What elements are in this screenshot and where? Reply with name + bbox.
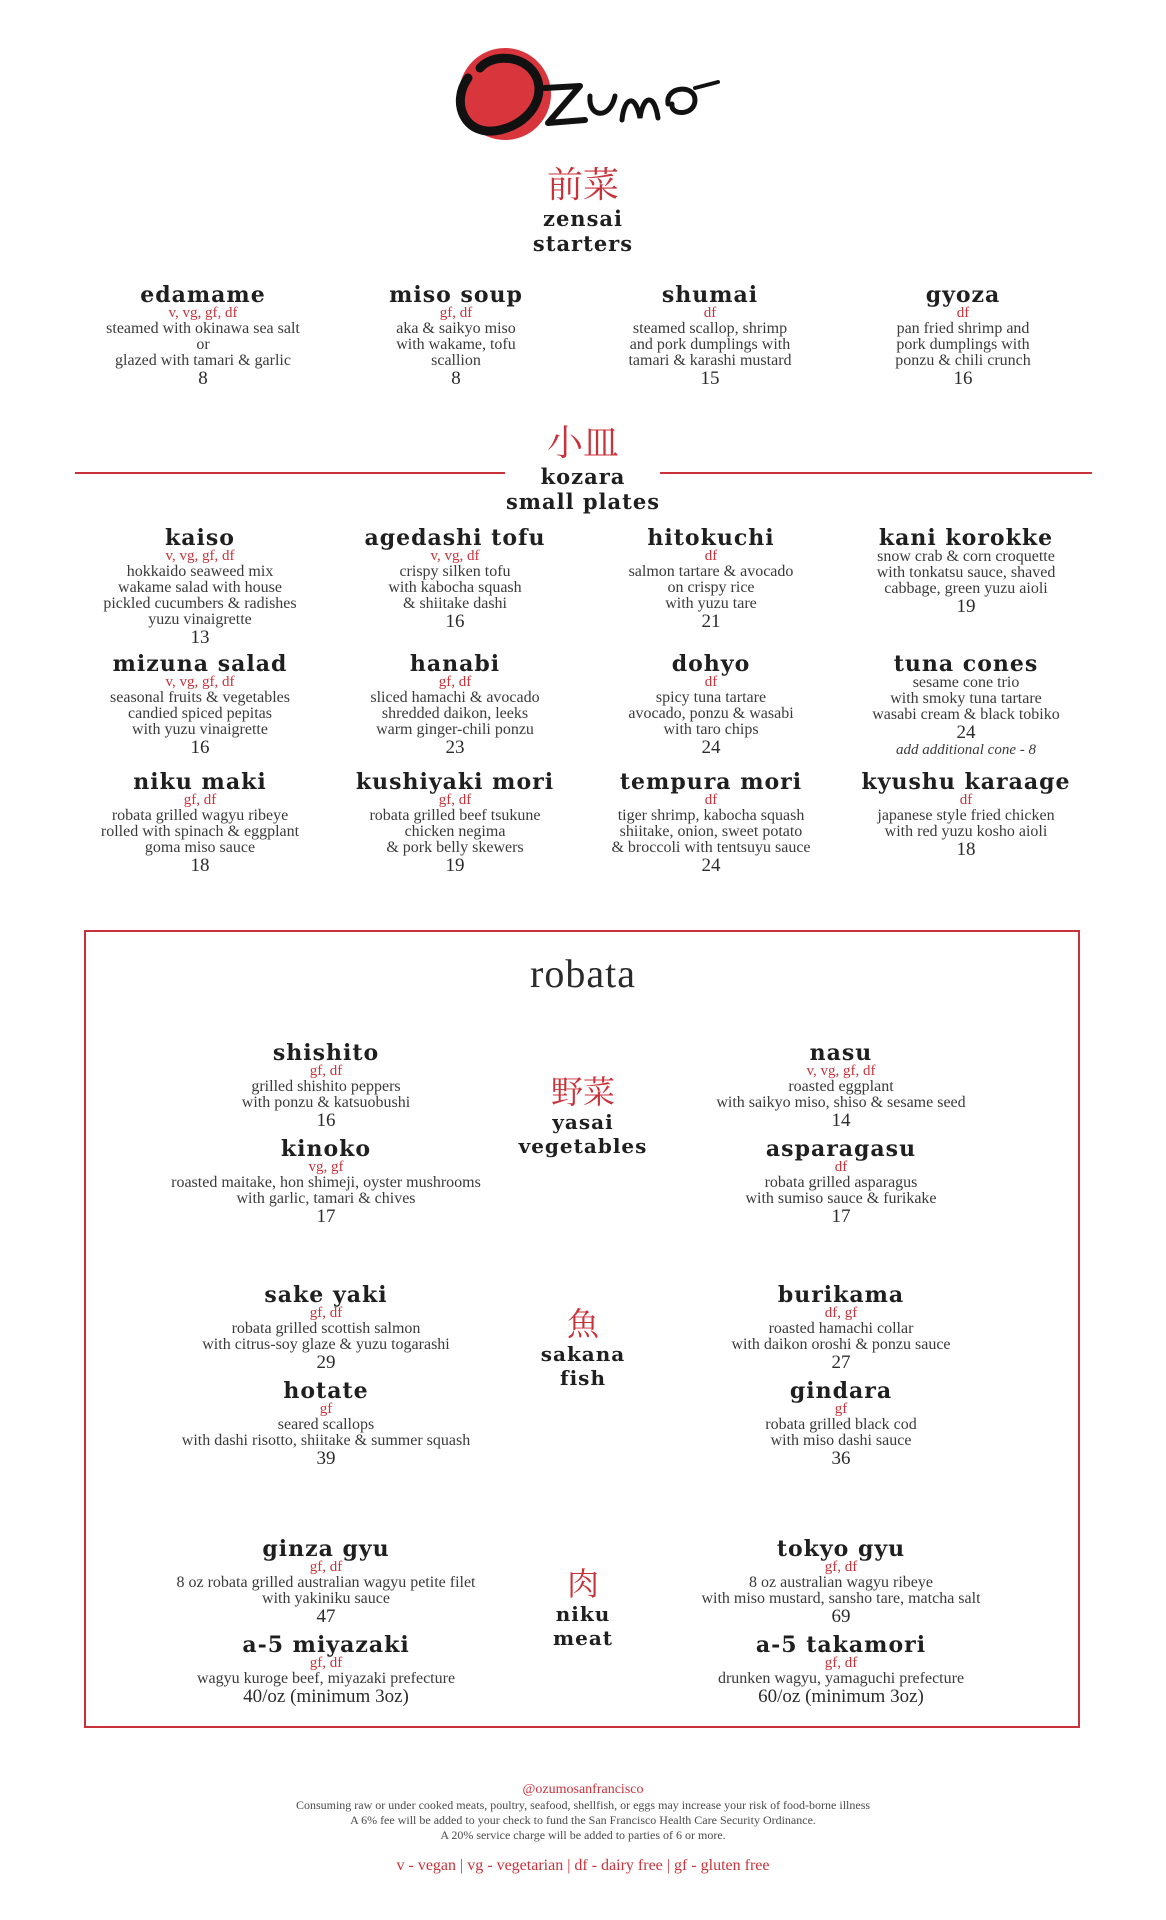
item-desc-line: rolled with spinach & eggplant xyxy=(100,823,300,840)
item-desc-line: steamed scallop, shrimp xyxy=(632,320,788,337)
item-desc-line: wakame salad with house xyxy=(118,579,282,596)
item-price: 19 xyxy=(956,596,976,617)
item-desc-line: robata grilled scottish salmon xyxy=(231,1320,421,1337)
niku-title-en: meat xyxy=(552,1626,614,1650)
footer-fee-note: A 6% fee will be added to your check to fund the San Francisco Health Care Security Ordinance. xyxy=(350,1813,816,1827)
item-tags: gf, df xyxy=(309,1559,343,1575)
menu-item-hotate xyxy=(146,1380,506,1468)
item-name: gindara xyxy=(789,1378,893,1404)
item-price: 47 xyxy=(316,1606,336,1627)
menu-item-asparagasu xyxy=(661,1138,1021,1226)
item-desc-line: seared scallops xyxy=(277,1416,375,1433)
item-price: 18 xyxy=(956,839,976,860)
item-name: agedashi tofu xyxy=(364,525,546,551)
item-desc-line: roasted maitake, hon shimeji, oyster mushrooms xyxy=(171,1174,481,1191)
zensai-header xyxy=(433,166,733,256)
menu-item-tokyo-gyu xyxy=(661,1538,1021,1626)
item-desc-line: with yuzu tare xyxy=(665,595,757,612)
item-desc-line: & pork belly skewers xyxy=(386,839,524,856)
item-desc-line: warm ginger-chili ponzu xyxy=(376,721,534,738)
item-desc-line: with sumiso sauce & furikake xyxy=(745,1190,937,1207)
item-name: burikama xyxy=(777,1282,905,1308)
item-name: hitokuchi xyxy=(647,525,775,551)
item-desc-line: grilled shishito peppers xyxy=(251,1078,401,1095)
item-desc-line: with taro chips xyxy=(663,721,759,738)
item-desc-line: salmon tartare & avocado xyxy=(628,563,794,580)
item-desc-line: seasonal fruits & vegetables xyxy=(110,689,290,706)
item-desc-line: candied spiced pepitas xyxy=(128,705,272,722)
item-desc-line: avocado, ponzu & wasabi xyxy=(628,705,794,722)
item-desc-line: shiitake, onion, sweet potato xyxy=(619,823,803,840)
item-desc-line: tamari & karashi mustard xyxy=(628,352,792,369)
item-desc-line: with smoky tuna tartare xyxy=(890,690,1042,707)
item-tags: gf, df xyxy=(309,1063,343,1079)
item-desc-line: hokkaido seaweed mix xyxy=(126,563,274,580)
item-price: 15 xyxy=(700,368,720,389)
item-desc-line: scallion xyxy=(431,352,481,369)
item-desc-line: glazed with tamari & garlic xyxy=(115,352,291,369)
item-tags: gf, df xyxy=(439,305,473,321)
item-price: 24 xyxy=(701,737,721,758)
item-desc-line: with daikon oroshi & ponzu sauce xyxy=(731,1336,951,1353)
item-desc-line: tiger shrimp, kabocha squash xyxy=(617,807,805,824)
item-tags: v, vg, gf, df xyxy=(165,674,235,690)
sakana-title-en: fish xyxy=(559,1366,606,1390)
item-desc-line: steamed with okinawa sea salt xyxy=(106,320,300,337)
item-name: kinoko xyxy=(280,1136,372,1162)
item-name: dohyo xyxy=(671,651,751,677)
sakana-title-jp: sakana xyxy=(540,1342,626,1366)
item-desc-line: chicken negima xyxy=(404,823,506,840)
item-desc-line: pork dumplings with xyxy=(896,336,1030,353)
item-tags: v, vg, gf, df xyxy=(165,548,235,564)
item-name: a-5 takamori xyxy=(755,1632,927,1658)
item-desc-line: shredded daikon, leeks xyxy=(381,705,529,722)
item-tags: df, gf xyxy=(824,1305,858,1321)
kozara-kanji: 小皿 xyxy=(546,423,619,464)
item-price: 23 xyxy=(445,737,465,758)
item-desc-line: & shiitake dashi xyxy=(403,595,507,612)
item-desc-line: sesame cone trio xyxy=(912,674,1020,691)
menu-item-a5-miyazaki xyxy=(146,1634,506,1706)
item-tags: gf, df xyxy=(824,1559,858,1575)
footer-disclaimer: Consuming raw or under cooked meats, poultry, seafood, shellfish, or eggs may increase your risk of food-borne illness xyxy=(295,1798,871,1812)
kozara-title-en: small plates xyxy=(505,489,661,514)
item-desc-line: with wakame, tofu xyxy=(396,336,516,353)
item-desc-line: with dashi risotto, shiitake & summer squash xyxy=(181,1432,471,1449)
zensai-title-jp: zensai xyxy=(543,206,623,231)
item-name: ginza gyu xyxy=(262,1536,390,1562)
item-price: 21 xyxy=(701,611,721,632)
item-tags: gf, df xyxy=(438,674,472,690)
item-desc-line: with yuzu vinaigrette xyxy=(132,721,268,738)
sakana-kanji: 魚 xyxy=(566,1305,599,1343)
item-name: asparagasu xyxy=(765,1136,917,1162)
item-price: 60/oz (minimum 3oz) xyxy=(758,1686,924,1707)
item-desc-line: cabbage, green yuzu aioli xyxy=(884,580,1048,597)
item-price: 29 xyxy=(316,1352,336,1373)
instagram-handle[interactable]: @ozumosanfrancisco xyxy=(522,1782,644,1797)
item-price: 13 xyxy=(190,627,210,648)
item-name: hotate xyxy=(283,1378,369,1404)
menu-item-tuna-cones xyxy=(816,653,1116,759)
item-name: a-5 miyazaki xyxy=(242,1632,410,1658)
item-desc-line: yuzu vinaigrette xyxy=(148,611,252,628)
menu-item-burikama xyxy=(661,1284,1021,1372)
yasai-title-jp: yasai xyxy=(552,1110,614,1134)
robata-title: robata xyxy=(530,951,636,996)
item-tags: v, vg, df xyxy=(430,548,480,564)
item-desc-line: and pork dumplings with xyxy=(629,336,791,353)
menu-item-gyoza xyxy=(813,284,1113,388)
item-desc-line: wagyu kuroge beef, miyazaki prefecture xyxy=(196,1670,456,1687)
item-name: hanabi xyxy=(409,651,501,677)
item-price: 8 xyxy=(451,368,461,389)
dietary-legend: v - vegan | vg - vegetarian | df - dairy free | gf - gluten free xyxy=(396,1857,770,1874)
logo-graphic xyxy=(440,48,720,148)
menu-item-a5-takamori xyxy=(661,1634,1021,1706)
item-name: gyoza xyxy=(925,282,1001,308)
item-desc-line: aka & saikyo miso xyxy=(396,320,516,337)
zensai-title-en: starters xyxy=(532,231,634,256)
kozara-title-jp: kozara xyxy=(540,464,626,489)
item-desc-line: with garlic, tamari & chives xyxy=(236,1190,416,1207)
item-price: 27 xyxy=(831,1352,851,1373)
menu-item-gindara xyxy=(661,1380,1021,1468)
item-desc-line: with miso dashi sauce xyxy=(770,1432,912,1449)
item-tags: df xyxy=(956,305,970,321)
zensai-kanji: 前菜 xyxy=(546,165,619,206)
item-name: kushiyaki mori xyxy=(355,769,555,795)
item-desc-line: with red yuzu kosho aioli xyxy=(884,823,1048,840)
item-desc-line: snow crab & corn croquette xyxy=(877,548,1055,565)
item-tags: df xyxy=(704,792,718,808)
menu-item-agedashi-tofu xyxy=(305,527,605,631)
item-note: add additional cone - 8 xyxy=(896,742,1036,758)
niku-kanji: 肉 xyxy=(566,1565,599,1603)
item-name: miso soup xyxy=(389,282,523,308)
item-desc-line: roasted eggplant xyxy=(788,1078,894,1095)
yasai-header xyxy=(493,1074,673,1158)
item-name: sake yaki xyxy=(264,1282,388,1308)
menu-item-sake-yaki xyxy=(146,1284,506,1372)
menu-item-shishito xyxy=(146,1042,506,1130)
menu-item-kushiyaki-mori xyxy=(305,771,605,875)
menu-item-hanabi xyxy=(305,653,605,757)
item-price: 19 xyxy=(445,855,465,876)
item-tags: df xyxy=(704,548,718,564)
item-desc-line: japanese style fried chicken xyxy=(877,807,1055,824)
item-desc-line: on crispy rice xyxy=(667,579,755,596)
item-tags: gf, df xyxy=(183,792,217,808)
yasai-title-en: vegetables xyxy=(518,1134,648,1158)
footer xyxy=(183,1782,983,1875)
item-tags: df xyxy=(834,1159,848,1175)
item-desc-line: robata grilled wagyu ribeye xyxy=(111,807,289,824)
niku-title-jp: niku xyxy=(555,1602,611,1626)
item-name: shumai xyxy=(661,282,759,308)
item-tags: gf, df xyxy=(824,1655,858,1671)
item-tags: df xyxy=(959,792,973,808)
item-desc-line: robata grilled beef tsukune xyxy=(369,807,541,824)
item-desc-line: with citrus-soy glaze & yuzu togarashi xyxy=(202,1336,450,1353)
item-name: edamame xyxy=(140,282,266,308)
item-name: shishito xyxy=(272,1040,380,1066)
item-name: niku maki xyxy=(133,769,267,795)
item-price: 24 xyxy=(956,722,976,743)
item-price: 17 xyxy=(831,1206,851,1227)
item-desc-line: pan fried shrimp and xyxy=(896,320,1030,337)
item-tags: gf, df xyxy=(438,792,472,808)
item-price: 14 xyxy=(831,1110,851,1131)
item-price: 39 xyxy=(316,1448,336,1469)
item-desc-line: 8 oz australian wagyu ribeye xyxy=(749,1574,933,1591)
item-price: 16 xyxy=(190,737,210,758)
item-desc-line: with saikyo miso, shiso & sesame seed xyxy=(716,1094,966,1111)
item-tags: v, vg, gf, df xyxy=(806,1063,876,1079)
item-tags: gf xyxy=(834,1401,848,1417)
item-desc-line: robata grilled asparagus xyxy=(764,1174,918,1191)
item-desc-line: goma miso sauce xyxy=(144,839,256,856)
niku-header xyxy=(493,1566,673,1650)
logo xyxy=(440,48,720,148)
yasai-kanji: 野菜 xyxy=(550,1073,615,1111)
item-name: tempura mori xyxy=(619,769,803,795)
item-desc-line: pickled cucumbers & radishes xyxy=(103,595,297,612)
item-desc-line: robata grilled black cod xyxy=(765,1416,917,1433)
item-desc-line: roasted hamachi collar xyxy=(768,1320,914,1337)
item-desc-line: with yakiniku sauce xyxy=(262,1590,390,1607)
menu-item-kinoko xyxy=(146,1138,506,1226)
item-name: kani korokke xyxy=(878,525,1054,551)
item-price: 17 xyxy=(316,1206,336,1227)
item-name: nasu xyxy=(809,1040,873,1066)
item-tags: gf, df xyxy=(309,1305,343,1321)
item-desc-line: with kabocha squash xyxy=(388,579,522,596)
item-tags: gf xyxy=(319,1401,333,1417)
item-name: kyushu karaage xyxy=(861,769,1071,795)
item-desc-line: spicy tuna tartare xyxy=(655,689,767,706)
sakana-header xyxy=(493,1306,673,1390)
item-price: 69 xyxy=(831,1606,851,1627)
item-name: mizuna salad xyxy=(112,651,288,677)
item-name: tuna cones xyxy=(893,651,1039,677)
item-price: 36 xyxy=(831,1448,851,1469)
item-name: kaiso xyxy=(165,525,235,551)
item-desc-line: wasabi cream & black tobiko xyxy=(872,706,1060,723)
item-price: 24 xyxy=(701,855,721,876)
item-price: 18 xyxy=(190,855,210,876)
menu-item-kyushu-karaage xyxy=(816,771,1116,859)
menu-item-ginza-gyu xyxy=(146,1538,506,1626)
item-tags: v, vg, gf, df xyxy=(168,305,238,321)
item-tags: vg, gf xyxy=(308,1159,344,1175)
item-tags: gf, df xyxy=(309,1655,343,1671)
item-price: 40/oz (minimum 3oz) xyxy=(243,1686,409,1707)
item-desc-line: with miso mustard, sansho tare, matcha salt xyxy=(701,1590,981,1607)
item-desc-line: sliced hamachi & avocado xyxy=(370,689,540,706)
item-tags: df xyxy=(704,674,718,690)
footer-service-note: A 20% service charge will be added to parties of 6 or more. xyxy=(440,1828,726,1842)
menu-item-nasu xyxy=(661,1042,1021,1130)
item-desc-line: ponzu & chili crunch xyxy=(895,352,1031,369)
item-desc-line: with ponzu & katsuobushi xyxy=(241,1094,411,1111)
item-price: 16 xyxy=(316,1110,336,1131)
item-desc-line: or xyxy=(196,336,210,353)
item-price: 8 xyxy=(198,368,208,389)
item-price: 16 xyxy=(445,611,465,632)
item-name: tokyo gyu xyxy=(776,1536,906,1562)
item-desc-line: & broccoli with tentsuyu sauce xyxy=(611,839,811,856)
item-desc-line: with tonkatsu sauce, shaved xyxy=(876,564,1056,581)
item-desc-line: 8 oz robata grilled australian wagyu petite filet xyxy=(176,1574,476,1591)
item-price: 16 xyxy=(953,368,973,389)
item-tags: df xyxy=(703,305,717,321)
item-desc-line: crispy silken tofu xyxy=(399,563,511,580)
menu-item-kani-korokke xyxy=(816,527,1116,616)
item-desc-line: drunken wagyu, yamaguchi prefecture xyxy=(717,1670,965,1687)
kozara-header xyxy=(433,424,733,514)
